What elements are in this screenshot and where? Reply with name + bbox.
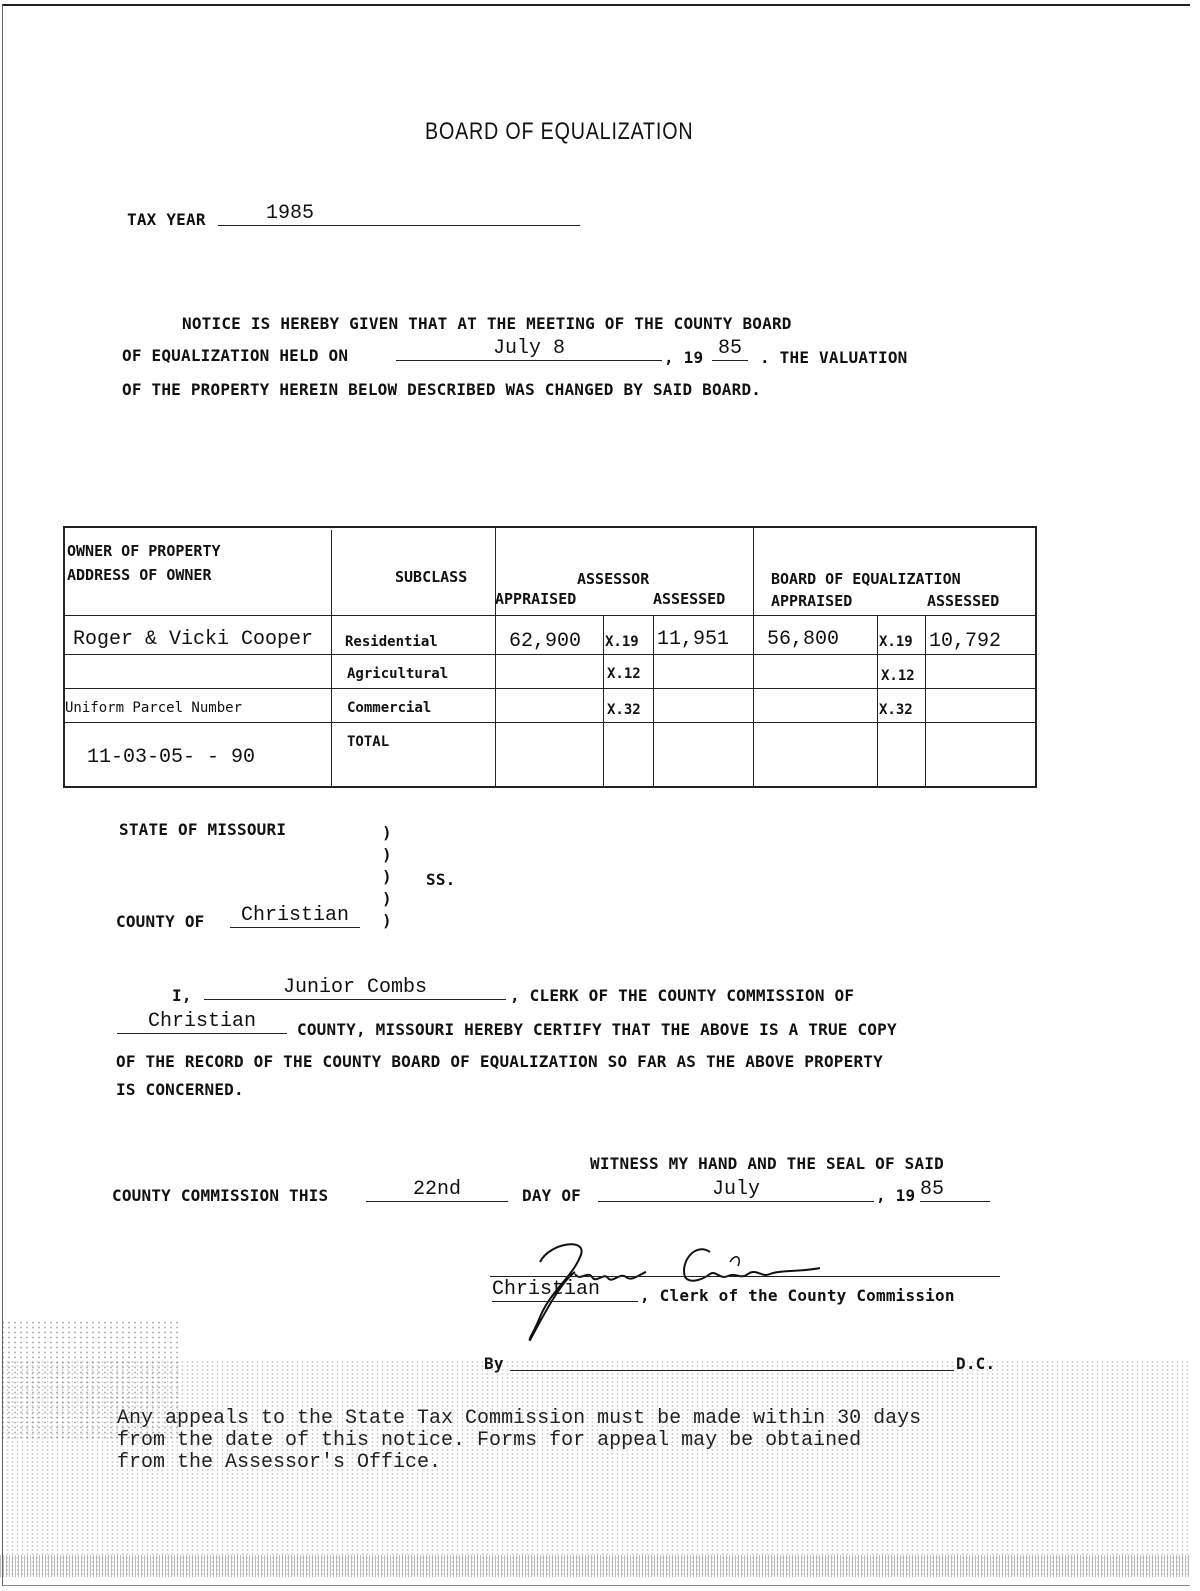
- header-board-appraised: APPRAISED: [771, 592, 853, 610]
- county-label: COUNTY OF: [116, 912, 205, 931]
- assessor-rate-residential: X.19: [605, 634, 639, 650]
- scan-noise-bottom: [0, 1555, 1190, 1577]
- tax-year-label: TAX YEAR: [127, 210, 206, 229]
- witness-day-of: DAY OF: [522, 1186, 581, 1205]
- meeting-date-field: [396, 337, 662, 361]
- header-address: ADDRESS OF OWNER: [67, 566, 212, 584]
- page-title: BOARD OF EQUALIZATION: [425, 118, 694, 145]
- state-label: STATE OF MISSOURI: [119, 820, 287, 839]
- venue-brackets: ) ) ) ) ): [382, 823, 392, 930]
- header-assessor-assessed: ASSESSED: [653, 590, 726, 608]
- witness-year-prefix: , 19: [876, 1186, 916, 1205]
- county-value: Christian: [240, 904, 350, 927]
- cert-county-field: [117, 1010, 287, 1034]
- witness-line: WITNESS MY HAND AND THE SEAL OF SAID: [590, 1154, 944, 1173]
- table-row: Commercial: [347, 700, 432, 716]
- signature-line: [490, 1276, 1000, 1277]
- cert-line-1: , CLERK OF THE COUNTY COMMISSION OF: [510, 986, 855, 1005]
- tax-year-field: [218, 202, 580, 226]
- table-row: TOTAL: [347, 734, 390, 750]
- signature-title: , Clerk of the County Commission: [640, 1286, 955, 1305]
- appeal-line-2: from the date of this notice. Forms for appeal may be obtained: [117, 1429, 862, 1452]
- assessor-rate-commercial: X.32: [607, 702, 641, 718]
- witness-day-field: [366, 1178, 508, 1202]
- board-appraised-residential: 56,800: [767, 628, 840, 651]
- header-owner: OWNER OF PROPERTY: [67, 542, 221, 560]
- assessor-assessed-residential: 11,951: [657, 628, 730, 651]
- cert-i: I,: [172, 986, 192, 1005]
- board-rate-agricultural: X.12: [881, 668, 915, 684]
- assessor-rate-agricultural: X.12: [607, 666, 641, 682]
- assessor-appraised-residential: 62,900: [509, 630, 582, 653]
- witness-month: July: [711, 1178, 760, 1201]
- clerk-name: Junior Combs: [282, 976, 428, 999]
- header-board-assessed: ASSESSED: [927, 592, 1000, 610]
- ss-label: SS.: [426, 870, 456, 889]
- cert-line-3: OF THE RECORD OF THE COUNTY BOARD OF EQUALIZATION SO FAR AS THE ABOVE PROPERTY: [116, 1052, 883, 1071]
- notice-line-1: NOTICE IS HEREBY GIVEN THAT AT THE MEETING OF THE COUNTY BOARD: [182, 314, 792, 333]
- header-assessor-appraised: APPRAISED: [495, 590, 577, 608]
- signature-county: Christian: [492, 1278, 601, 1301]
- notice-line-3: OF THE PROPERTY HEREIN BELOW DESCRIBED WAS CHANGED BY SAID BOARD.: [122, 380, 762, 399]
- appeal-line-3: from the Assessor's Office.: [117, 1451, 442, 1474]
- notice-line-2-start: OF EQUALIZATION HELD ON: [122, 346, 349, 365]
- table-row: Residential: [345, 634, 438, 650]
- header-subclass: SUBCLASS: [395, 568, 468, 586]
- notice-line-2-end: . THE VALUATION: [760, 348, 908, 367]
- meeting-year-field: [712, 337, 748, 361]
- board-rate-commercial: X.32: [879, 702, 913, 718]
- witness-day: 22nd: [412, 1178, 461, 1201]
- dc-label: D.C.: [956, 1354, 996, 1373]
- meeting-year: 85: [717, 337, 742, 360]
- header-assessor: ASSESSOR: [577, 570, 650, 588]
- owner-name: Roger & Vicki Cooper: [73, 628, 314, 651]
- by-label: By: [484, 1354, 504, 1373]
- tax-year-value: 1985: [266, 202, 315, 225]
- meeting-date: July 8: [492, 337, 565, 360]
- witness-prefix: COUNTY COMMISSION THIS: [112, 1186, 329, 1205]
- clerk-name-field: [204, 976, 506, 1000]
- parcel-number-label: Uniform Parcel Number: [65, 700, 243, 716]
- witness-month-field: [598, 1178, 874, 1202]
- cert-line-2: COUNTY, MISSOURI HEREBY CERTIFY THAT THE ABOVE IS A TRUE COPY: [297, 1020, 897, 1039]
- appeal-notice: [117, 1408, 921, 1474]
- board-assessed-residential: 10,792: [929, 630, 1002, 653]
- cert-line-4: IS CONCERNED.: [116, 1080, 244, 1099]
- parcel-number: 11-03-05- - 90: [87, 746, 256, 769]
- header-board: BOARD OF EQUALIZATION: [771, 570, 961, 588]
- cert-county: Christian: [147, 1010, 257, 1033]
- county-field: [230, 904, 360, 928]
- appeal-line-1: Any appeals to the State Tax Commission must be made within 30 days: [117, 1407, 922, 1430]
- board-rate-residential: X.19: [879, 634, 913, 650]
- witness-year: 85: [920, 1178, 945, 1201]
- signature-county-field: [492, 1278, 638, 1302]
- table-row: Agricultural: [347, 666, 449, 682]
- witness-year-field: [920, 1178, 990, 1202]
- notice-year-prefix: , 19: [664, 348, 704, 367]
- valuation-table: [63, 526, 1037, 788]
